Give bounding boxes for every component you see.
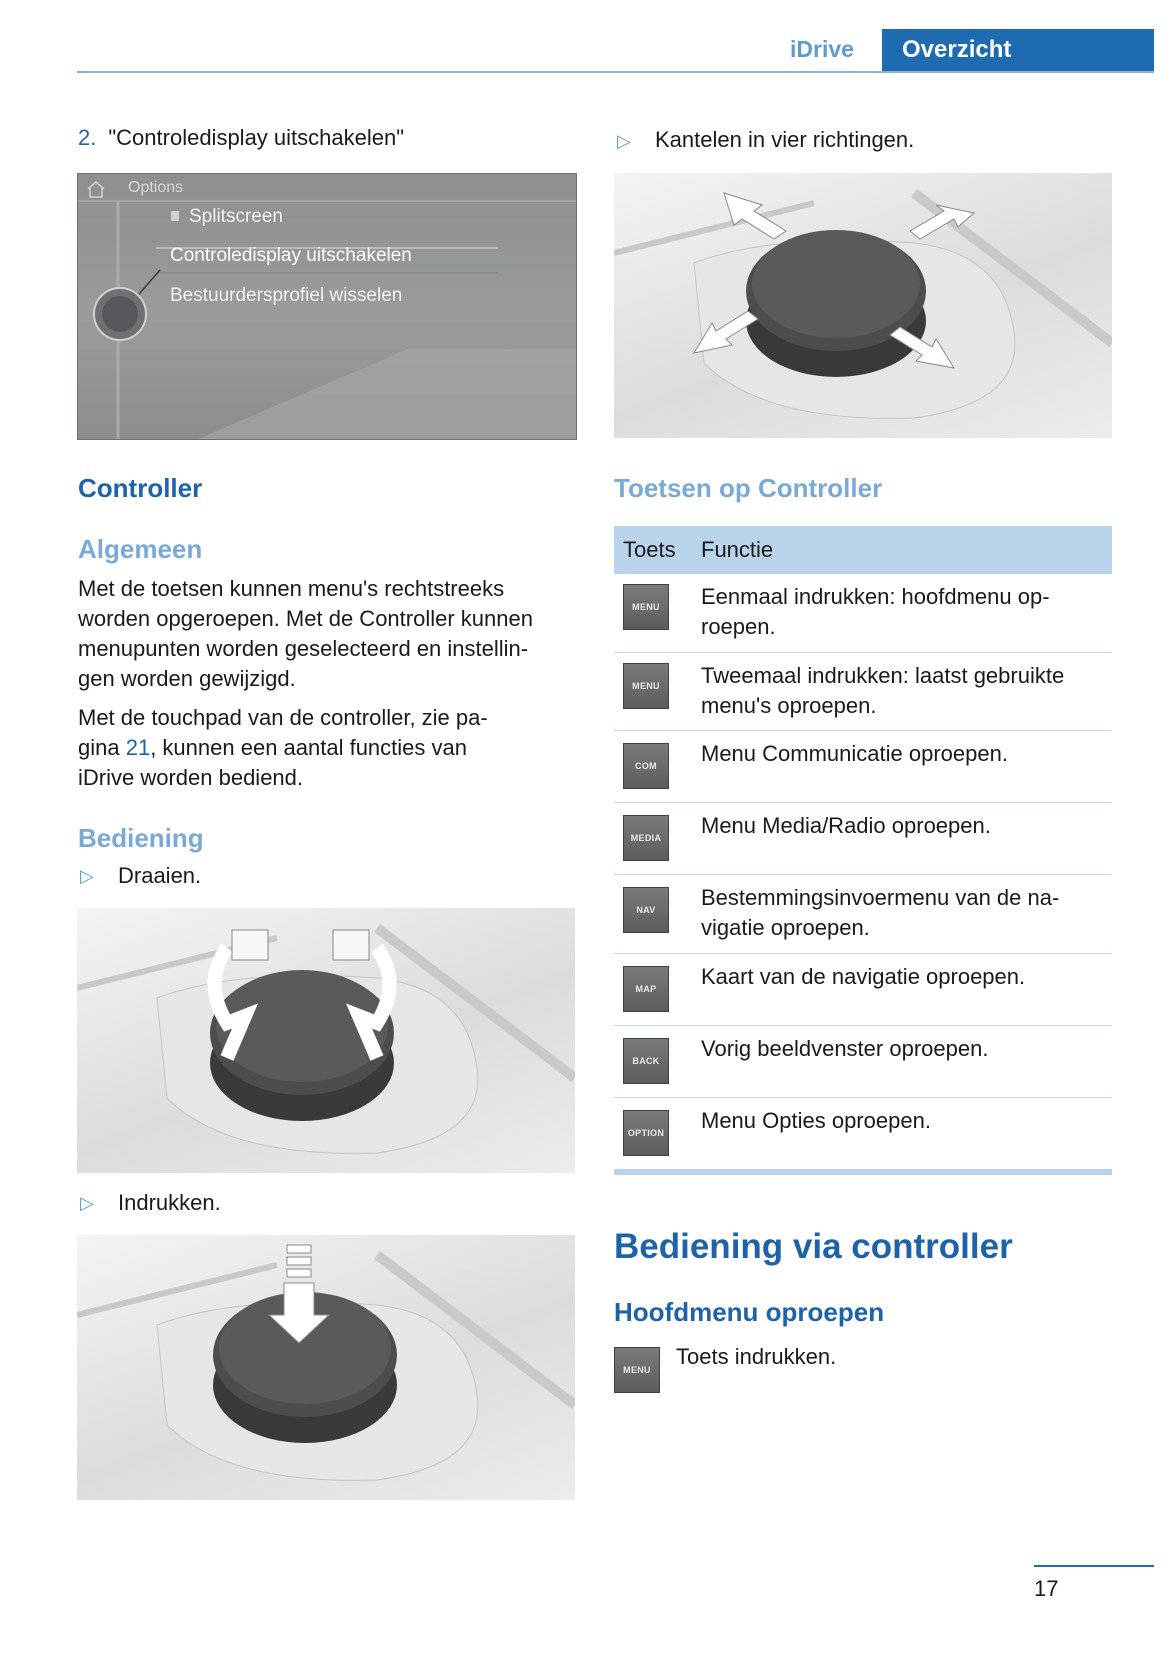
page-link[interactable]: 21 xyxy=(125,735,151,760)
page-number-rule xyxy=(1034,1565,1154,1567)
toetsen-table xyxy=(614,526,1112,1175)
table-row xyxy=(614,731,1112,803)
table-row xyxy=(614,1098,1112,1169)
table-header xyxy=(614,526,1112,574)
back-key-icon: BACK xyxy=(623,1038,669,1084)
para1-line: menupunten worden geselecteerd en instellin- xyxy=(78,636,529,661)
screen-item-profiel: Bestuurdersprofiel wisselen xyxy=(170,285,403,306)
para1-line: Met de toetsen kunnen menu's rechtstreeks xyxy=(78,576,505,601)
map-key-icon: MAP xyxy=(623,966,669,1012)
option-key-icon: OPTION xyxy=(623,1110,669,1156)
fn-line: Tweemaal indrukken: laatst gebruikte xyxy=(701,663,1065,688)
media-key-icon: MEDIA xyxy=(623,815,669,861)
para2-line: Met de touchpad van de controller, zie pa- xyxy=(78,705,488,730)
algemeen-heading: Algemeen xyxy=(78,534,203,564)
bullet-draaien: Draaien. xyxy=(118,863,202,888)
table-row xyxy=(614,803,1112,875)
paragraph-1 xyxy=(78,574,578,694)
com-key-icon: COM xyxy=(623,743,669,789)
idrive-screen-image xyxy=(77,173,577,440)
step-number: 2. xyxy=(78,125,97,150)
fn-line: Vorig beeldvenster oproepen. xyxy=(701,1036,989,1061)
para1-line: gen worden gewijzigd. xyxy=(78,666,296,691)
row-function xyxy=(701,661,1106,721)
step-text: "Controledisplay uitschakelen" xyxy=(108,125,405,150)
header-chapter-label: Overzicht xyxy=(902,36,1012,63)
table-row xyxy=(614,574,1112,653)
fn-line: menu's oproepen. xyxy=(701,693,877,718)
nav-key-icon: NAV xyxy=(623,887,669,933)
header-section: iDrive xyxy=(790,36,854,62)
table-row xyxy=(614,1026,1112,1098)
para2-text: , kunnen een aantal functies van xyxy=(150,735,467,760)
header-toets: Toets xyxy=(623,537,676,562)
press-drawing xyxy=(77,1235,575,1500)
fn-line: Menu Opties oproepen. xyxy=(701,1108,931,1133)
row-function xyxy=(701,1034,1106,1064)
screen-item-splitscreen: Splitscreen xyxy=(189,206,283,227)
para2-line xyxy=(78,733,578,763)
tilt-drawing xyxy=(614,173,1112,438)
split-icon xyxy=(171,211,179,221)
screen-title: Options xyxy=(128,179,184,196)
menu-key-icon: MENU xyxy=(614,1347,660,1393)
sub-heading: Hoofdmenu oproepen xyxy=(614,1297,885,1327)
menu-key-icon: MENU xyxy=(623,584,669,630)
header-functie: Functie xyxy=(701,537,774,562)
header-chapter-tab xyxy=(882,29,1154,73)
header-rule xyxy=(77,71,1154,73)
controller-press-image xyxy=(77,1235,575,1500)
bullet-triangle-icon: ▷ xyxy=(80,866,94,886)
row-function xyxy=(701,962,1106,992)
fn-line: Bestemmingsinvoermenu van de na- xyxy=(701,885,1060,910)
paragraph-2 xyxy=(78,703,578,793)
row-function xyxy=(701,811,1106,841)
table-row xyxy=(614,875,1112,954)
menu-key-icon: MENU xyxy=(623,663,669,709)
para2-line: iDrive worden bediend. xyxy=(78,765,304,790)
bullet-indrukken: Indrukken. xyxy=(118,1190,221,1215)
table-row xyxy=(614,954,1112,1026)
bullet-triangle-icon: ▷ xyxy=(80,1193,94,1213)
row-function xyxy=(701,883,1106,943)
home-icon xyxy=(86,180,106,198)
fn-line: Eenmaal indrukken: hoofdmenu op- xyxy=(701,584,1050,609)
fn-line: Kaart van de navigatie oproepen. xyxy=(701,964,1026,989)
key-instruction: Toets indrukken. xyxy=(676,1344,837,1369)
rotate-drawing xyxy=(77,908,575,1173)
step-2 xyxy=(78,125,404,151)
controller-heading: Controller xyxy=(78,473,203,503)
controller-tilt-image xyxy=(614,173,1112,438)
fn-line: roepen. xyxy=(701,614,776,639)
fn-line: vigatie oproepen. xyxy=(701,915,870,940)
table-bottom-rule xyxy=(614,1169,1112,1175)
fn-line: Menu Communicatie oproepen. xyxy=(701,741,1008,766)
row-function xyxy=(701,582,1106,642)
fn-line: Menu Media/Radio oproepen. xyxy=(701,813,991,838)
page-number: 17 xyxy=(1034,1576,1059,1601)
bediening-heading: Bediening xyxy=(78,823,204,853)
row-function xyxy=(701,1106,1106,1136)
bullet-kantelen: Kantelen in vier richtingen. xyxy=(655,127,915,152)
para2-text: gina xyxy=(78,735,126,760)
screen-item-controledisplay: Controledisplay uitschakelen xyxy=(170,245,412,266)
table-row xyxy=(614,653,1112,731)
main-heading: Bediening via controller xyxy=(614,1227,1013,1266)
bullet-triangle-icon: ▷ xyxy=(617,131,631,151)
row-function xyxy=(701,739,1106,769)
controller-rotate-image xyxy=(77,908,575,1173)
para1-line: worden opgeroepen. Met de Controller kunnen xyxy=(78,606,533,631)
toetsen-heading: Toetsen op Controller xyxy=(614,473,883,503)
